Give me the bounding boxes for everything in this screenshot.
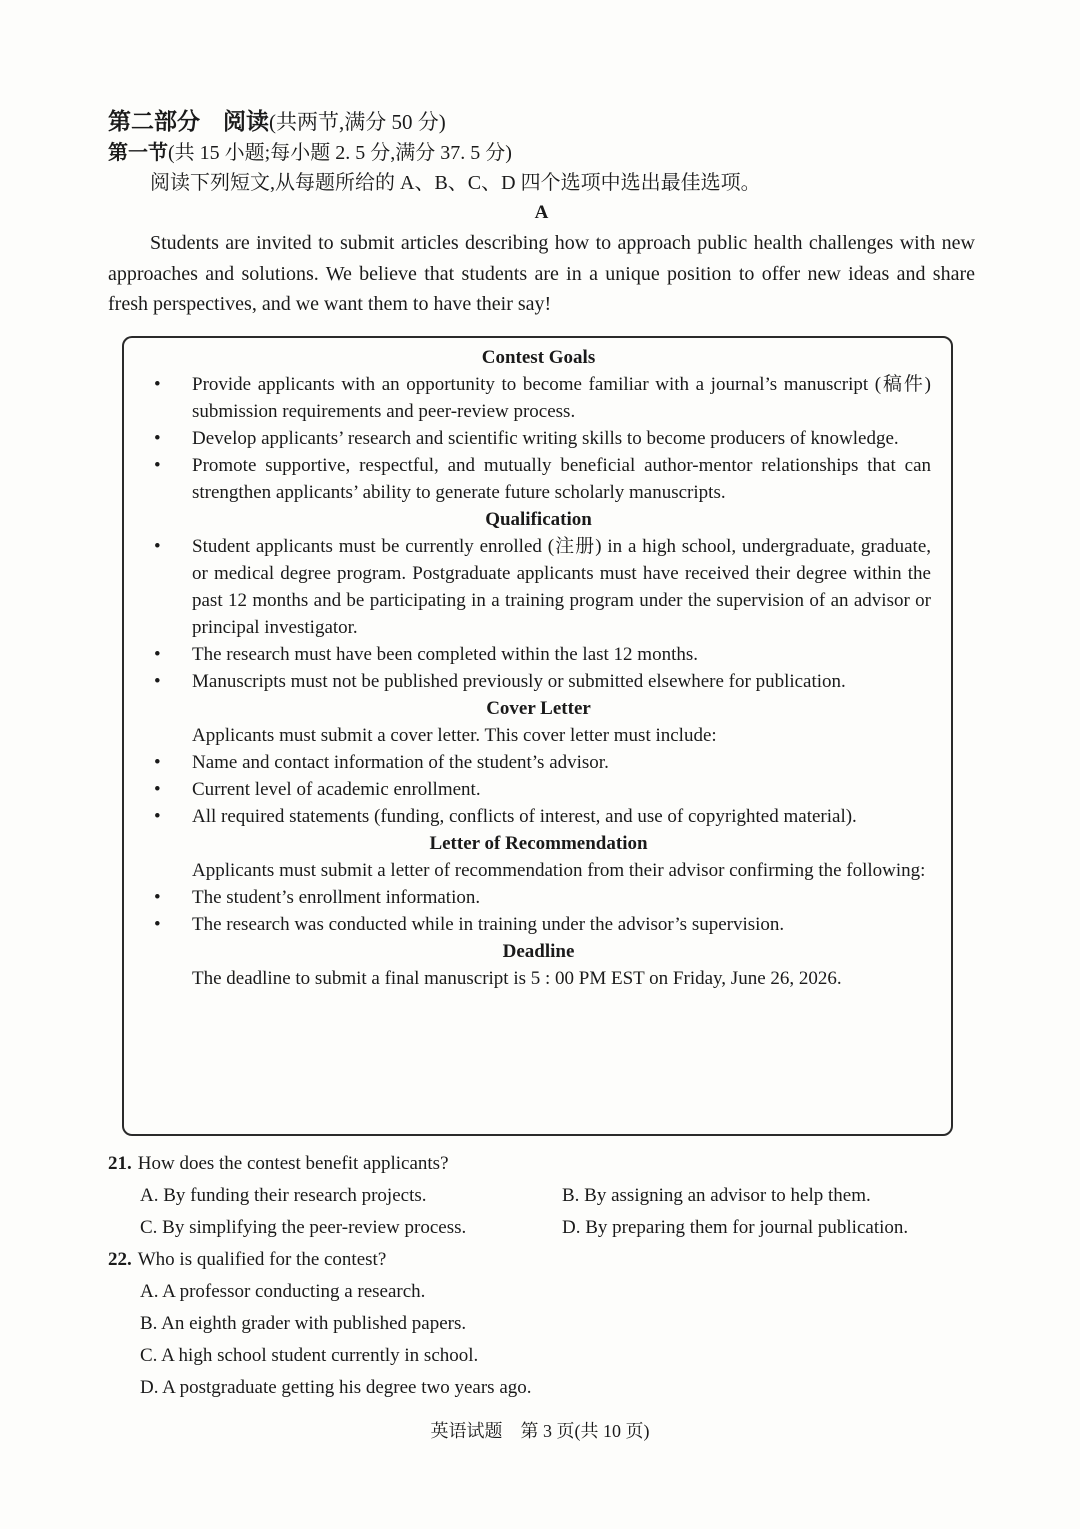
option-c: C. By simplifying the peer-review process. (140, 1217, 467, 1238)
option-row (108, 1180, 975, 1212)
option-c: C. A high school student currently in school. (140, 1345, 479, 1366)
option-a: A. By funding their research projects. (140, 1185, 427, 1206)
section-title-rest: (共 15 小题;每小题 2. 5 分,满分 37. 5 分) (168, 142, 512, 164)
list-item (146, 803, 931, 830)
list-item-text: All required statements (funding, conflicts of interest, and use of copyrighted material). (192, 806, 857, 827)
list-item-text: Name and contact information of the student’s advisor. (192, 752, 609, 773)
bullet-icon: • (154, 455, 161, 476)
option-row (108, 1212, 975, 1244)
part-title-strong: 第二部分 阅读 (108, 109, 269, 134)
instruction: 阅读下列短文,从每题所给的 A、B、C、D 四个选项中选出最佳选项。 (150, 172, 761, 194)
list-item-text: The research was conducted while in training under the advisor’s supervision. (192, 914, 785, 935)
bullet-icon: • (154, 752, 161, 773)
list-item (146, 425, 931, 452)
qualification-list (146, 533, 931, 695)
cover-letter-list (146, 749, 931, 830)
questions (108, 1148, 975, 1404)
bullet-icon: • (154, 887, 161, 908)
list-item (146, 452, 931, 506)
recommendation-lead: Applicants must submit a letter of recommendation from their advisor confirming the following: (192, 860, 926, 881)
page-footer: 英语试题 第 3 页(共 10 页) (430, 1421, 650, 1441)
question-text: How does the contest benefit applicants? (137, 1153, 449, 1174)
part-title-rest: (共两节,满分 50 分) (269, 110, 446, 134)
recommendation-heading: Letter of Recommendation (429, 833, 648, 854)
qualification-heading: Qualification (485, 509, 592, 530)
page-header (108, 106, 975, 320)
option-b: B. An eighth grader with published papers. (140, 1313, 467, 1334)
list-item-text: Provide applicants with an opportunity to become familiar with a journal’s manuscript (稿件) submission requirements and peer-review process. (192, 374, 931, 422)
question-stem (108, 1148, 975, 1180)
bullet-icon: • (154, 806, 161, 827)
option-d: D. By preparing them for journal publication. (562, 1217, 909, 1238)
bullet-icon: • (154, 914, 161, 935)
contest-goals-heading: Contest Goals (481, 347, 596, 368)
cover-letter-lead: Applicants must submit a cover letter. This cover letter must include: (192, 725, 717, 746)
list-item (146, 749, 931, 776)
contest-info-box (122, 336, 953, 1136)
passage-intro: Students are invited to submit articles describing how to approach public health challenges with new approaches and solutions. We believe that students are in a unique position to offer new ideas and share fresh perspectives, and we want them to have their say! (108, 232, 975, 315)
bullet-icon: • (154, 671, 161, 692)
list-item (146, 641, 931, 668)
question-number: 21. (108, 1153, 132, 1174)
list-item-text: Student applicants must be currently enrolled (注册) in a high school, undergraduate, graduate, or medical degree program. Postgraduate applicants must have received their degree within the past 12 months and be participating in a training program under the supervision of an advisor or principal investigator. (192, 536, 931, 638)
option-d: D. A postgraduate getting his degree two years ago. (140, 1377, 532, 1398)
list-item-text: Current level of academic enrollment. (192, 779, 481, 800)
list-item (146, 911, 931, 938)
contest-goals-list (146, 371, 931, 506)
option-a: A. A professor conducting a research. (140, 1281, 426, 1302)
section-title (108, 138, 975, 168)
cover-letter-heading: Cover Letter (486, 698, 591, 719)
bullet-icon: • (154, 428, 161, 449)
recommendation-list (146, 884, 931, 938)
bullet-icon: • (154, 374, 161, 395)
question-stem (108, 1244, 975, 1276)
list-item-text: The research must have been completed within the last 12 months. (192, 644, 698, 665)
list-item-text: Manuscripts must not be published previously or submitted elsewhere for publication. (192, 671, 846, 692)
question-number: 22. (108, 1249, 132, 1270)
passage-label: A (534, 202, 549, 223)
section-title-strong: 第一节 (108, 142, 168, 164)
list-item (146, 776, 931, 803)
bullet-icon: • (154, 536, 161, 557)
list-item-text: Promote supportive, respectful, and mutually beneficial author-mentor relationships that can strengthen applicants’ ability to generate future scholarly manuscripts. (192, 455, 931, 503)
deadline-text: The deadline to submit a final manuscript is 5 : 00 PM EST on Friday, June 26, 2026. (192, 968, 842, 989)
list-item (146, 668, 931, 695)
part-title (108, 106, 975, 138)
list-item (146, 371, 931, 425)
option-b: B. By assigning an advisor to help them. (562, 1185, 871, 1206)
question-text: Who is qualified for the contest? (137, 1249, 387, 1270)
list-item-text: The student’s enrollment information. (192, 887, 481, 908)
bullet-icon: • (154, 779, 161, 800)
list-item (146, 533, 931, 641)
deadline-heading: Deadline (502, 941, 575, 962)
list-item (146, 884, 931, 911)
bullet-icon: • (154, 644, 161, 665)
list-item-text: Develop applicants’ research and scientific writing skills to become producers of knowledge. (192, 428, 899, 449)
